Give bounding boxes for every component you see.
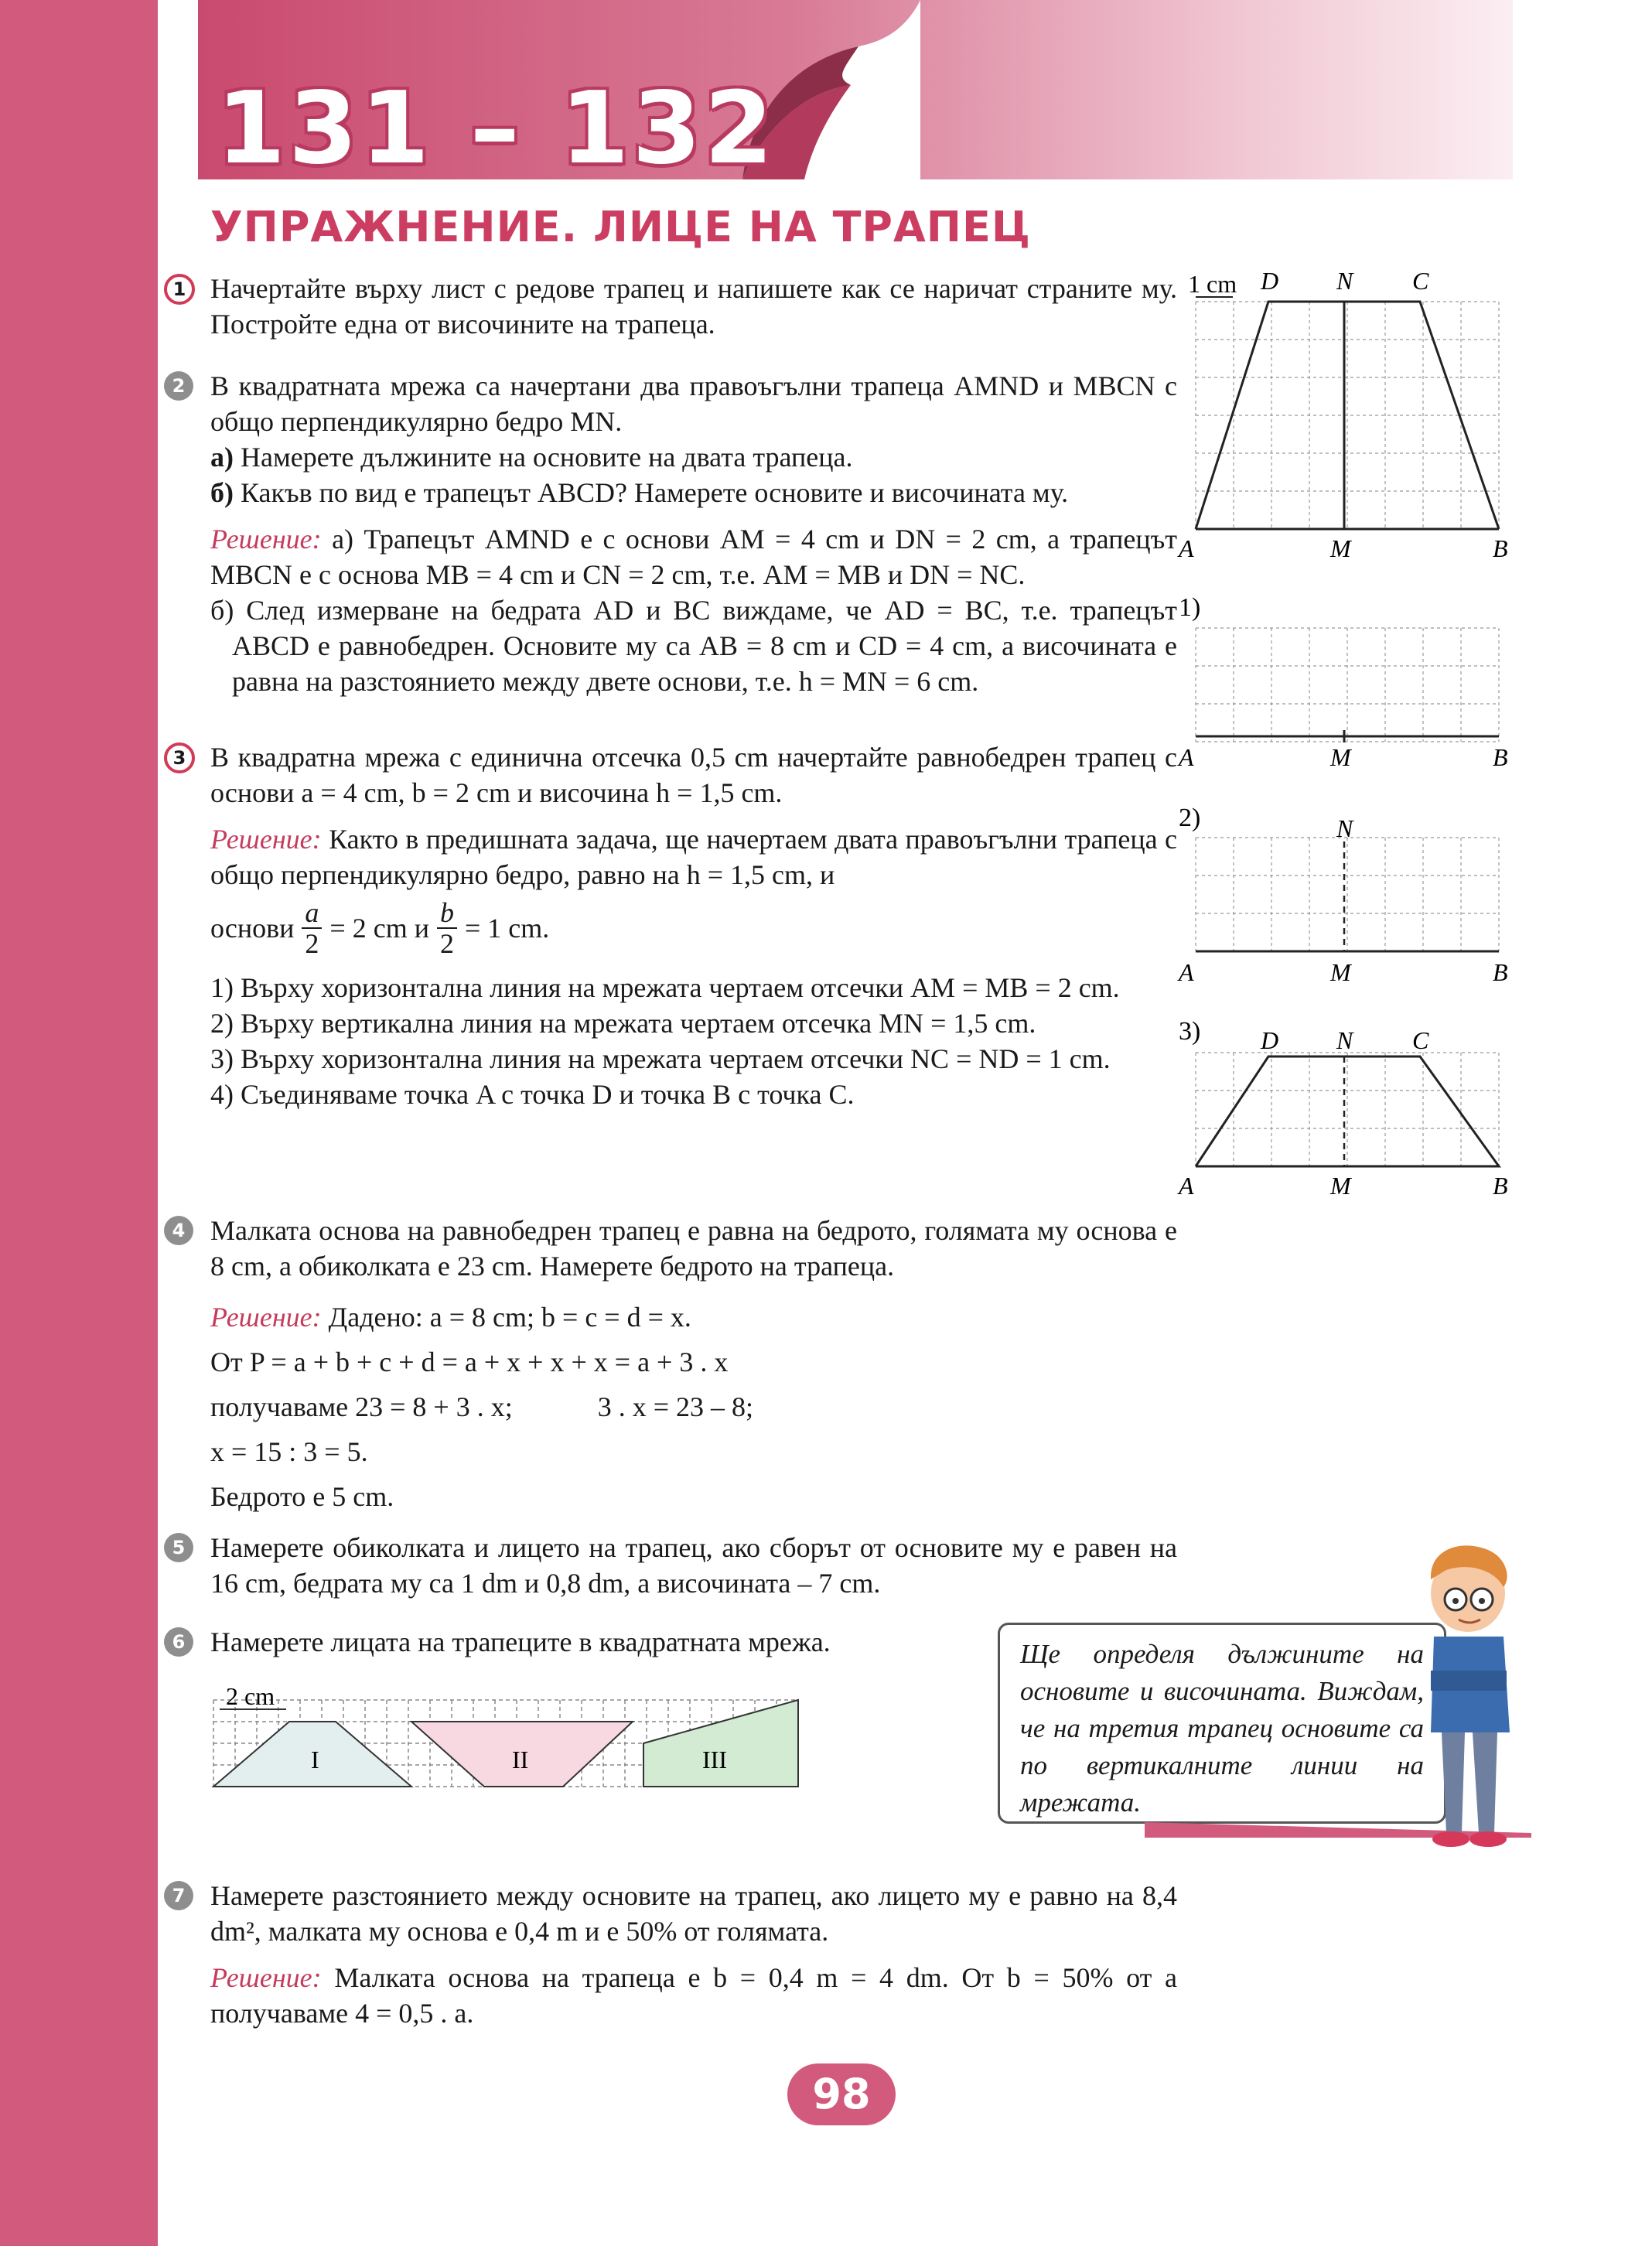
trapezoid-label: I bbox=[311, 1746, 319, 1773]
problem-text: Намерете лицата на трапеците в квадратната мрежа. bbox=[210, 1626, 831, 1657]
solution-label: Решение: bbox=[210, 1302, 322, 1333]
point-label: B bbox=[1493, 534, 1508, 562]
problem-text: Намерете обиколката и лицето на трапец, ако сборът от основите му е равен на 16 cm, бедрата му са 1 dm и 0,8 dm, а височината – 7 cm. bbox=[210, 1532, 1177, 1599]
subitem-text: Какъв по вид е трапецът ABCD? Намерете основите и височината му. bbox=[241, 477, 1069, 508]
trapezoid-iii bbox=[643, 1700, 798, 1787]
step-label: 3) bbox=[1179, 1017, 1201, 1046]
point-label: D bbox=[1261, 1026, 1279, 1054]
fraction-result: = 1 cm. bbox=[464, 913, 550, 944]
step-label: 2) bbox=[1179, 804, 1201, 832]
step: 1) Върху хоризонтална линия на мрежата чертаем отсечки AM = MB = 2 cm. bbox=[210, 972, 1120, 1003]
problem-number-badge: 6 bbox=[164, 1627, 193, 1657]
solution-text: б) След измерване на бедрата AD и BC виждаме, че AD = BC, т.е. трапецът ABCD е равнобедрен. Основите му са AB = 8 cm и CD = 4 cm, а височината е равна на разстоянието между двете основи, т.е. h = MN = 6 cm. bbox=[210, 595, 1177, 697]
point-label: M bbox=[1330, 743, 1351, 771]
problem-number-badge: 7 bbox=[164, 1881, 193, 1910]
trapezoid-grid-figure bbox=[210, 1678, 814, 1818]
point-label: D bbox=[1261, 269, 1279, 295]
problem-number-badge: 2 bbox=[164, 371, 193, 401]
solution-label: Решение: bbox=[210, 524, 322, 555]
solution-line: x = 15 : 3 = 5. bbox=[210, 1436, 368, 1467]
construction-figures bbox=[1168, 269, 1531, 1205]
fraction-numerator: a bbox=[302, 898, 322, 929]
problem-text: Начертайте върху лист с редове трапец и напишете как се наричат страните му. Постройте една от височините на трапеца. bbox=[210, 273, 1177, 340]
fraction-line bbox=[210, 893, 1177, 964]
step-label: 1) bbox=[1179, 593, 1201, 622]
problem-text: В квадратна мрежа с единична отсечка 0,5 cm начертайте равнобедрен трапец с основи a = 4 cm, b = 2 cm и височина h = 1,5 cm. bbox=[210, 742, 1177, 808]
trapezoid-label: II bbox=[512, 1746, 529, 1773]
scale-label: 1 cm bbox=[1188, 270, 1237, 298]
point-label: M bbox=[1330, 958, 1351, 986]
problem-7 bbox=[172, 1878, 1177, 2031]
speech-note bbox=[998, 1623, 1446, 1824]
solution-line: 3 . x = 23 – 8; bbox=[597, 1391, 754, 1422]
step: 4) Съединяваме точка A с точка D и точка B с точка C. bbox=[210, 1079, 855, 1110]
solution-text: Малката основа на трапеца е b = 0,4 m = 4 dm. От b = 50% от a получаваме 4 = 0,5 . a. bbox=[210, 1962, 1177, 2029]
problem-number-badge: 5 bbox=[164, 1533, 193, 1562]
point-label: N bbox=[1336, 1026, 1353, 1054]
solution-line: Дадено: a = 8 cm; b = c = d = x. bbox=[328, 1302, 691, 1333]
fraction-denominator: 2 bbox=[439, 928, 454, 959]
fraction bbox=[437, 898, 457, 958]
subitem-text: Намерете дължините на основите на двата трапеца. bbox=[241, 442, 853, 473]
point-label: C bbox=[1412, 1026, 1429, 1054]
point-label: N bbox=[1336, 269, 1353, 295]
step: 3) Върху хоризонтална линия на мрежата чертаем отсечки NC = ND = 1 cm. bbox=[210, 1043, 1111, 1074]
problem-2 bbox=[172, 368, 1178, 699]
solution-text: а) Трапецът AMND е с основи AM = 4 cm и DN = 2 cm, а трапецът MBCN е с основа MB = 4 cm и CN = 2 cm, т.е. AM = MB и DN = NC. bbox=[210, 524, 1178, 590]
problem-text: Намерете разстоянието между основите на трапец, ако лицето му е равно на 8,4 dm², малката му основа е 0,4 m и е 50% от голямата. bbox=[210, 1880, 1177, 1947]
point-label: B bbox=[1493, 1172, 1508, 1200]
point-label: B bbox=[1493, 743, 1508, 771]
problem-text: В квадратната мрежа са начертани два правоъгълни трапеца AMND и MBCN с общо перпендикулярно бедро MN. bbox=[210, 370, 1177, 437]
point-label: C bbox=[1412, 269, 1429, 295]
fraction-result: = 2 cm и bbox=[329, 913, 429, 944]
point-label: M bbox=[1330, 1172, 1351, 1200]
problem-number-badge: 3 bbox=[164, 742, 195, 773]
subitem-label: а) bbox=[210, 442, 234, 473]
problem-number-badge: 1 bbox=[164, 274, 195, 305]
fraction-numerator: b bbox=[437, 898, 457, 929]
scale-label: 2 cm bbox=[226, 1682, 275, 1710]
problem-text: Малката основа на равнобедрен трапец е равна на бедрото, голямата му основа е 8 cm, а обиколката е 23 cm. Намерете бедрото на трапеца. bbox=[210, 1215, 1177, 1282]
point-label: A bbox=[1179, 958, 1194, 986]
problem-number-badge: 4 bbox=[164, 1216, 193, 1245]
page-title: УПРАЖНЕНИЕ. ЛИЦЕ НА ТРАПЕЦ bbox=[210, 203, 1031, 251]
left-sidebar-band bbox=[0, 0, 158, 2246]
note-text: Ще определя дължините на основите и височината. Виждам, че на третия трапец основите са по вертикалните линии на мрежата. bbox=[1020, 1639, 1424, 1818]
solution-line: получаваме 23 = 8 + 3 . x; bbox=[210, 1391, 513, 1422]
point-label: A bbox=[1179, 743, 1194, 771]
point-label: B bbox=[1493, 958, 1508, 986]
fraction-denominator: 2 bbox=[305, 928, 319, 959]
point-label: A bbox=[1179, 534, 1194, 562]
problem-6 bbox=[172, 1624, 984, 1660]
point-label: M bbox=[1330, 534, 1351, 562]
problem-3 bbox=[172, 739, 1177, 1112]
solution-text: Както в предишната задача, ще начертаем двата правоъгълни трапеца с общо перпендикулярно бедро, равно на h = 1,5 cm, и bbox=[210, 824, 1177, 890]
point-label: N bbox=[1336, 814, 1353, 842]
problem-5 bbox=[172, 1530, 1177, 1601]
solution-line: Бедрото е 5 cm. bbox=[210, 1481, 394, 1512]
solution-line: От P = a + b + c + d = a + x + x + x = a + 3 . x bbox=[210, 1347, 729, 1377]
boy-character-icon bbox=[1408, 1539, 1531, 1856]
lesson-number: 131 – 132 bbox=[217, 71, 777, 186]
step: 2) Върху вертикална линия на мрежата чертаем отсечка MN = 1,5 cm. bbox=[210, 1008, 1036, 1039]
subitem-label: б) bbox=[210, 477, 234, 508]
fraction bbox=[302, 898, 322, 958]
solution-label: Решение: bbox=[210, 824, 322, 855]
trapezoid-label: III bbox=[702, 1746, 727, 1773]
problem-4 bbox=[172, 1213, 1177, 1519]
point-label: A bbox=[1179, 1172, 1194, 1200]
page-number: 98 bbox=[787, 2063, 896, 2125]
solution-label: Решение: bbox=[210, 1962, 322, 1993]
problem-1 bbox=[172, 271, 1177, 342]
bases-prefix: основи bbox=[210, 913, 295, 944]
